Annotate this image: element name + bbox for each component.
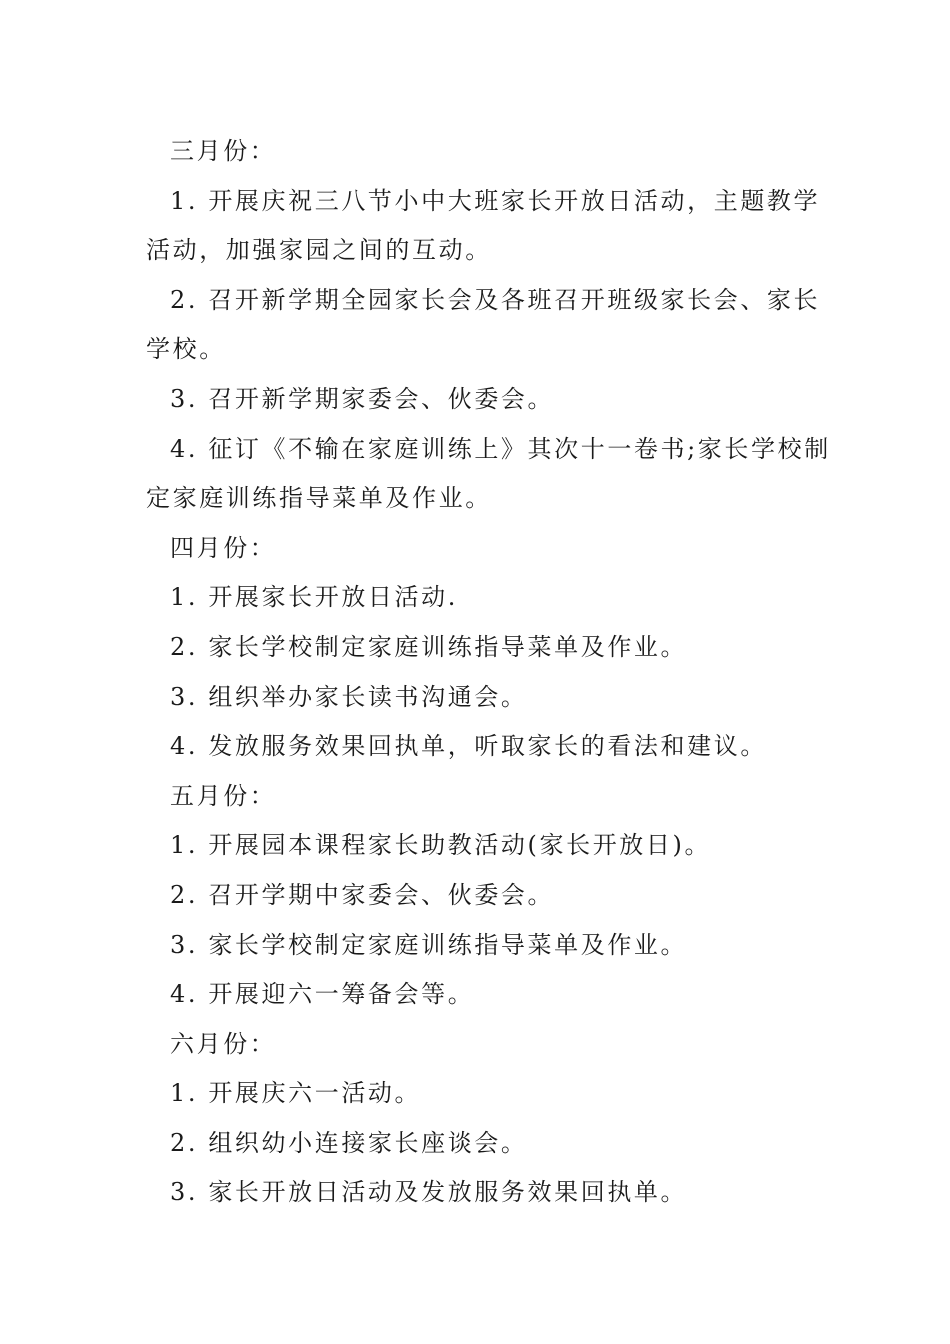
april-item-3: 3. 组织举办家长读书沟通会。 (170, 682, 528, 711)
document-body (146, 127, 831, 1218)
april-item-2: 2. 家长学校制定家庭训练指导菜单及作业。 (170, 632, 688, 661)
march-item-4-line-1: 4. 征订《不输在家庭训练上》其次十一卷书;家长学校制 (170, 434, 831, 463)
march-item-4-line-2: 定家庭训练指导菜单及作业。 (146, 484, 492, 513)
section-heading-march: 三月份： (170, 137, 277, 165)
april-item-4: 4. 发放服务效果回执单，听取家长的看法和建议。 (170, 732, 767, 761)
section-heading-may: 五月份： (170, 781, 277, 810)
june-item-2: 2. 组织幼小连接家长座谈会。 (170, 1128, 528, 1157)
may-item-1: 1. 开展园本课程家长助教活动(家长开放日)。 (170, 831, 712, 860)
march-item-3: 3. 召开新学期家委会、伙委会。 (170, 384, 555, 413)
march-item-1-line-1: 1. 开展庆祝三八节小中大班家长开放日活动，主题教学 (170, 186, 821, 215)
section-heading-june: 六月份： (170, 1029, 277, 1058)
april-item-1: 1. 开展家长开放日活动. (170, 583, 458, 612)
march-item-1-line-2: 活动，加强家园之间的互动。 (146, 236, 492, 265)
may-item-2: 2. 召开学期中家委会、伙委会。 (170, 880, 555, 909)
may-item-4: 4. 开展迎六一筹备会等。 (170, 980, 475, 1009)
march-item-2-line-2: 学校。 (146, 335, 226, 364)
may-item-3: 3. 家长学校制定家庭训练指导菜单及作业。 (170, 930, 688, 959)
june-item-3: 3. 家长开放日活动及发放服务效果回执单。 (170, 1178, 688, 1207)
march-item-2-line-1: 2. 召开新学期全园家长会及各班召开班级家长会、家长 (170, 285, 821, 314)
june-item-1: 1. 开展庆六一活动。 (170, 1079, 422, 1108)
section-heading-april: 四月份： (170, 533, 277, 562)
